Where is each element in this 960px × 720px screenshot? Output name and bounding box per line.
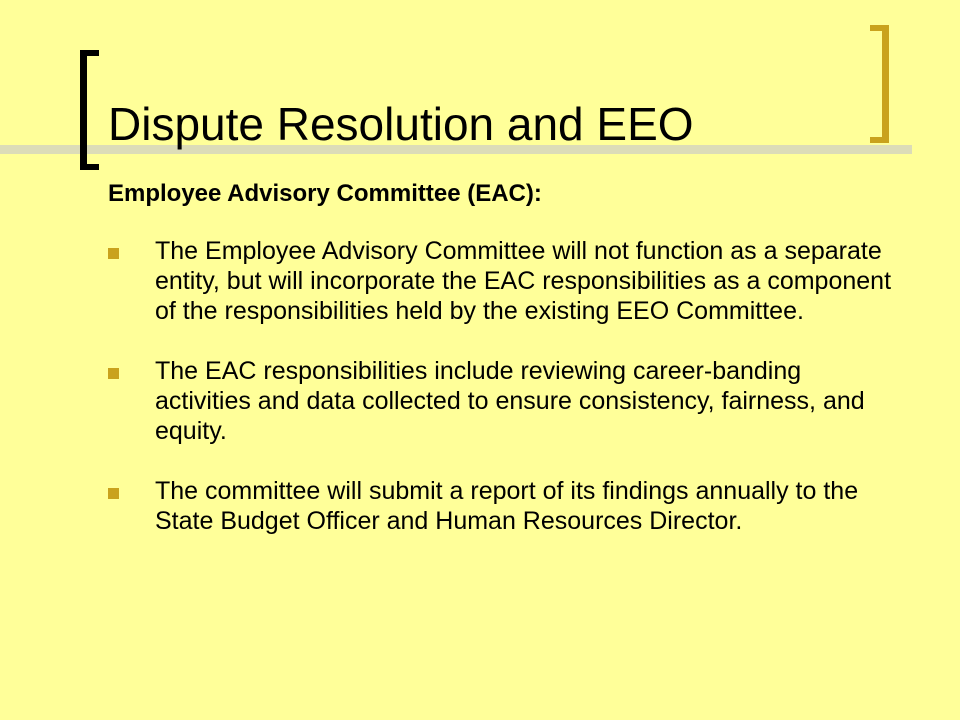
bullet-text: The Employee Advisory Committee will not function as a separate entity, but will incorporate the EAC responsibilities as a component of the responsibilities held by the existing EEO Committee. [155, 237, 892, 325]
right-bracket-decoration [870, 25, 889, 143]
slide-title: Dispute Resolution and EEO [108, 98, 694, 150]
square-bullet-icon [108, 248, 119, 259]
square-bullet-icon [108, 488, 119, 499]
list-item [108, 236, 898, 326]
section-heading: Employee Advisory Committee (EAC): [108, 180, 542, 207]
left-bracket-decoration [80, 50, 99, 170]
bullet-text: The EAC responsibilities include reviewing career-banding activities and data collected to ensure consistency, fairness, and equity. [155, 357, 865, 445]
list-item [108, 356, 898, 446]
bullet-list [108, 236, 898, 566]
list-item [108, 476, 898, 536]
square-bullet-icon [108, 368, 119, 379]
bullet-text: The committee will submit a report of its findings annually to the State Budget Officer and Human Resources Director. [155, 477, 859, 535]
